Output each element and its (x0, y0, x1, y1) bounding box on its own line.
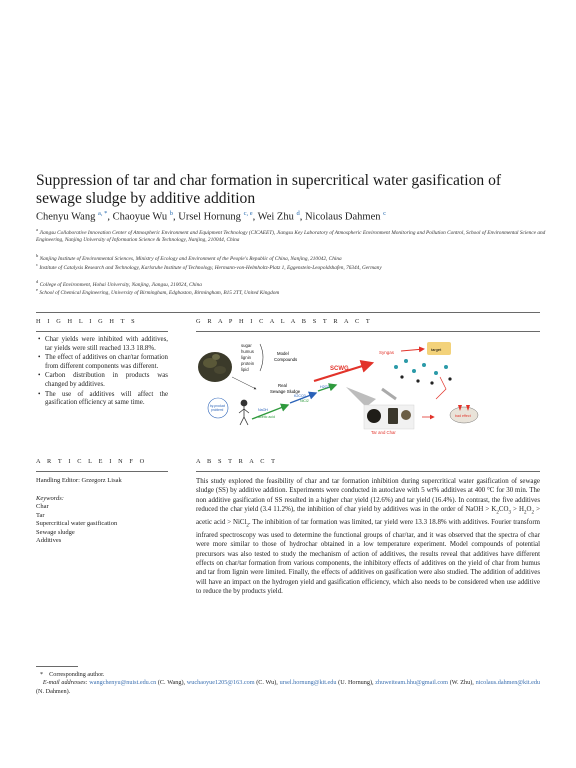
graphical-abstract-figure (196, 337, 528, 435)
author-list: Chenyu Wang $^{a, *}$, Chaoyue Wu $^b$, Ursel Hornung $^{c, e}$, Wei Zhu $^d$, Nicolaus Dahmen $^c$ (36, 210, 387, 223)
compounds-label: Compounds (274, 357, 298, 362)
author-affiliation-mark[interactable]: d (296, 210, 300, 217)
affiliation-c: $^c$ Institute of Catalysis Research and Technology, Karlsruhe Institute of Technology, Hermann-von-Helmholtz-Platz 1, Eggenstein-Leopoldshafen, 76344, Germany (36, 262, 382, 271)
molecule-icon (394, 359, 452, 385)
svg-text:sugar: sugar (241, 343, 252, 348)
svg-text:NaOH: NaOH (258, 408, 268, 412)
highlight-item: • The effect of additives on char/tar formation from different components was different. (36, 354, 168, 371)
affiliation-e: $^e$ School of Chemical Engineering, University of Birmingham, Edgbaston, Birmingham, B15 2TT, United Kingdom (36, 287, 280, 296)
keyword: Supercritical water gasification (36, 520, 118, 527)
keywords-label: Keywords: (36, 495, 64, 502)
sludge-photo (198, 352, 232, 382)
highlights-heading: H I G H L I G H T S (36, 318, 138, 325)
tar-char-label: Tar and Char (371, 430, 396, 435)
svg-text:acetic acid: acetic acid (258, 415, 275, 419)
article-info-divider (36, 471, 168, 472)
highlight-item: • Char yields were inhibited with additives, tar yields were still reached 13.3 18.8%. (36, 336, 168, 353)
email-link[interactable]: nicolaus.dahmen@kit.edu (475, 679, 541, 686)
author-name: Wei Zhu (257, 211, 294, 223)
tar-photo (367, 409, 381, 423)
article-info-heading: A R T I C L E I N F O (36, 458, 147, 465)
abstract-heading: A B S T R A C T (196, 458, 278, 465)
author-name: Chenyu Wang (36, 211, 96, 223)
email-link[interactable]: ursel.hornung@kit.edu (279, 679, 337, 686)
graphical-abstract-heading: G R A P H I C A L A B S T R A C T (196, 318, 373, 325)
keywords-list (36, 503, 117, 546)
highlight-item: • The use of additives will affect the gasification efficiency at same time. (36, 391, 168, 408)
component-list (241, 343, 255, 372)
svg-text:lipid: lipid (241, 367, 249, 372)
svg-text:NiCl2: NiCl2 (300, 399, 309, 403)
speech-text: by-product (210, 404, 226, 408)
highlights-divider (36, 331, 168, 332)
arrow-icon (401, 349, 424, 351)
footnote-divider (36, 666, 78, 667)
author-affiliation-mark[interactable]: a, * (97, 210, 108, 217)
email-link[interactable]: wangchenyu@nuist.edu.cn (89, 679, 157, 686)
author-name: Nicolaus Dahmen (304, 211, 381, 223)
svg-text:humus: humus (241, 349, 254, 354)
highlights-list (36, 336, 168, 409)
sludge-label: Sewage Sludge (270, 389, 301, 394)
abstract-divider (196, 471, 540, 472)
graphical-abstract-divider (196, 331, 540, 332)
author-affiliation-mark[interactable]: b (169, 210, 173, 217)
highlight-item: • Carbon distribution in products was changed by additives. (36, 372, 168, 389)
keyword: Sewage sludge (36, 528, 75, 536)
email-link[interactable]: wuchaoyue1205@163.com (186, 679, 255, 686)
corresponding-author-note: * Corresponding author. (40, 671, 105, 678)
model-label: Model (277, 351, 289, 356)
svg-text:protein: protein (241, 361, 255, 366)
speech-text: problem! (211, 408, 224, 412)
keyword: Char (36, 503, 49, 510)
author-name: Ursel Hornung (178, 211, 241, 223)
char-photo (401, 410, 411, 420)
affiliation-a: $^a$ Jiangsu Collaborative Innovation Center of Atmospheric Environment and Equipment Technology (CICAEET), Jiangsu Key Laboratory of Atmospheric Environment Monitoring and Pollution Control, School of Environmental Science and Engineering, Nanjing University of Information Science & Technology, Nanjing, 210044, China (36, 227, 546, 244)
scwg-label: SCWG (330, 366, 349, 372)
affiliation-b: $^b$ Nanjing Institute of Environmental Sciences, Ministry of Ecology and Environment of the People's Republic of China, Nanjing, 210042, China (36, 253, 342, 262)
svg-text:H2O2: H2O2 (320, 385, 330, 389)
arrow-icon (436, 377, 446, 399)
svg-text:lignin: lignin (241, 355, 252, 360)
char-photo (388, 408, 398, 424)
author-name: Chaoyue Wu (112, 211, 168, 223)
author-affiliation-mark[interactable]: c, e (243, 210, 253, 217)
abstract-text: This study explored the feasibility of char and tar formation inhibition during supercritical water gasification of sewage sludge (SS) by additive addition. Experiments were conducted in autoclave with 5 wt% additives at 400 °C for 30 min. The non additive gasification of SS resulted in a higher char yield (12.6%) and tar yield (16.4%). In contrast, the five additives reduced the char yield (3.4 11.2%), the inhibition of char yield by additives was in the order of NaOH > $K_2CO_3 > H_2O_2$ > acetic acid > NiCl$_2$. The inhibition of tar formation was limited, tar yield were 13.3 18.8% with additives. Fourier transform infrared spectroscopy was used to determine the functional groups of char/tar, and it was observed that the spectra of char were more similar to those of hydrochar obtained in a low temperature experiment. Model compounds of potential precursors was also tested to study the mechanism of action of additives, the results reveal that additives have different effects on char/tar formation from various components, the inhibitory effects of additives on the yield of char from humus and tar from lignin were limited. Finally, the effects of additives on gasification were also studied. The addition of additives will have an impact on the hydrogen yield and gasification efficiency, which also needs to be considered when use additive to reduce the by products yield. (196, 478, 541, 596)
email-addresses: E-mail addresses: wangchenyu@nuist.edu.cn (C. Wang), wuchaoyue1205@163.com (C. Wu), ursel.hornung@kit.edu (U. Hornung), zhuweiteam.hhu@gmail.com (W. Zhu), nicolaus.dahmen@kit.edu (N. Dahmen). (36, 679, 541, 695)
real-label: Real (278, 383, 287, 388)
handling-editor: Handling Editor: Grzegorz Lisak (36, 477, 122, 484)
arrow-icon (382, 389, 396, 399)
person-icon (239, 400, 249, 425)
bad-effect-label: bad effect (455, 414, 471, 418)
grey-arrow-icon (346, 387, 376, 407)
target-label: target (431, 347, 442, 352)
syngas-label: Syngas (379, 350, 395, 355)
article-title: Suppression of tar and char formation in supercritical water gasification of sewage sludge by additive addition (36, 172, 502, 207)
arrow-icon (232, 377, 256, 389)
affiliation-d: $^d$ College of Environment, Hohai University, Nanjing, Jiangsu, 210024, China (36, 279, 202, 288)
bracket-icon (260, 344, 263, 371)
keyword: Tar (36, 511, 45, 519)
email-link[interactable]: zhuweiteam.hhu@gmail.com (375, 679, 448, 686)
keyword: Additives (36, 537, 62, 544)
author-affiliation-mark[interactable]: c (383, 210, 387, 217)
top-divider (36, 312, 540, 313)
svg-text:K2CO3: K2CO3 (294, 394, 306, 398)
